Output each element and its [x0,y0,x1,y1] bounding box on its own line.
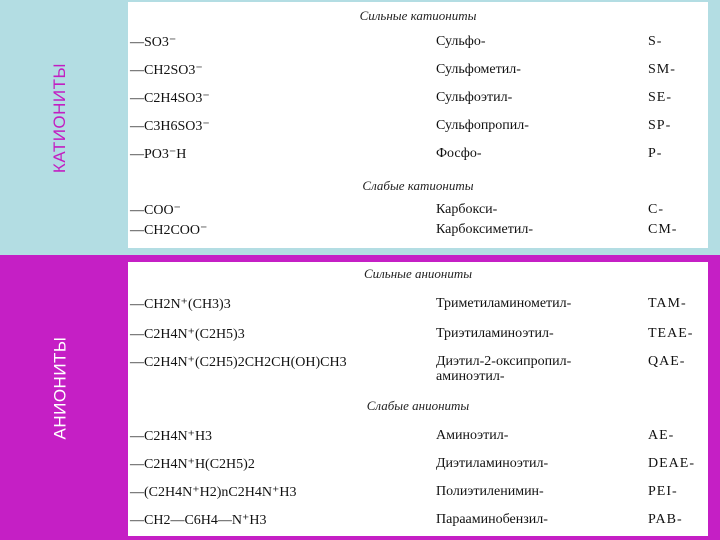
group-name: Карбокси- [436,202,498,217]
abbreviation: AE- [648,428,675,443]
table-row [128,60,708,82]
abbreviation: PEI- [648,484,678,499]
formula: —C2H4N⁺(C2H5)3 [130,327,245,342]
table-row [128,426,708,448]
cation-label-text: КАТИОНИТЫ [50,62,70,173]
anion-table [128,262,708,536]
weak-anion-heading: Слабые аниониты [366,398,470,413]
abbreviation: DEAE- [648,456,695,471]
group-name: Диэтиламиноэтил- [436,456,549,471]
group-name: Сульфометил- [436,62,521,77]
cation-side-label [46,20,74,215]
formula: —CH2COO⁻ [130,223,208,238]
cation-table [128,2,708,248]
anion-label-text: АНИОНИТЫ [50,336,69,439]
formula: —C2H4N⁺H3 [130,429,213,444]
formula: —COO⁻ [130,203,181,218]
table-row [128,352,708,386]
abbreviation: TAM- [648,296,687,311]
abbreviation: P- [648,146,663,161]
abbreviation: SM- [648,62,676,77]
group-name: Парааминобензил- [436,512,548,527]
table-row [128,116,708,138]
table-row [128,294,708,316]
group-name-line1: Диэтил-2-оксипропил- [436,354,572,369]
formula: —C2H4N⁺(C2H5)2CH2CH(OH)CH3 [130,355,347,370]
formula: —C3H6SO3⁻ [130,119,210,134]
group-name: Сульфо- [436,34,486,49]
weak-cation-heading: Слабые катиониты [362,178,474,193]
formula: —CH2—C6H4—N⁺H3 [130,513,267,528]
abbreviation: QAE- [648,354,686,369]
group-name [436,354,571,384]
formula: —PO3⁻H [130,147,187,162]
table-row [128,454,708,476]
group-name: Карбоксиметил- [436,222,533,237]
table-row [128,510,708,532]
formula: —C2H4N⁺H(C2H5)2 [130,457,255,472]
table-row [128,200,708,222]
strong-anion-heading: Сильные аниониты [363,266,473,281]
abbreviation: S- [648,34,663,49]
table-row [128,32,708,54]
strong-cation-heading: Сильные катиониты [359,8,477,23]
group-name: Триметиламинометил- [436,296,572,311]
table-row [128,220,708,242]
group-name: Сульфоэтил- [436,90,513,105]
abbreviation: TEAE- [648,326,694,341]
abbreviation: PAB- [648,512,683,527]
group-name: Триэтиламиноэтил- [436,326,554,341]
group-name: Сульфопропил- [436,118,529,133]
formula: —(C2H4N⁺H2)nC2H4N⁺H3 [130,485,297,500]
anion-side-label [46,300,74,475]
formula: —CH2SO3⁻ [130,63,203,78]
group-name-line2: аминоэтил- [436,369,505,384]
table-row [128,482,708,504]
group-name: Полиэтиленимин- [436,484,544,499]
abbreviation: C- [648,202,664,217]
formula: —C2H4SO3⁻ [130,91,210,106]
formula: —CH2N⁺(CH3)3 [130,297,231,312]
group-name: Фосфо- [436,146,482,161]
table-row [128,88,708,110]
abbreviation: CM- [648,222,678,237]
table-row [128,144,708,166]
group-name: Аминоэтил- [436,428,509,443]
abbreviation: SE- [648,90,672,105]
formula: —SO3⁻ [130,35,177,50]
abbreviation: SP- [648,118,672,133]
table-row [128,324,708,346]
